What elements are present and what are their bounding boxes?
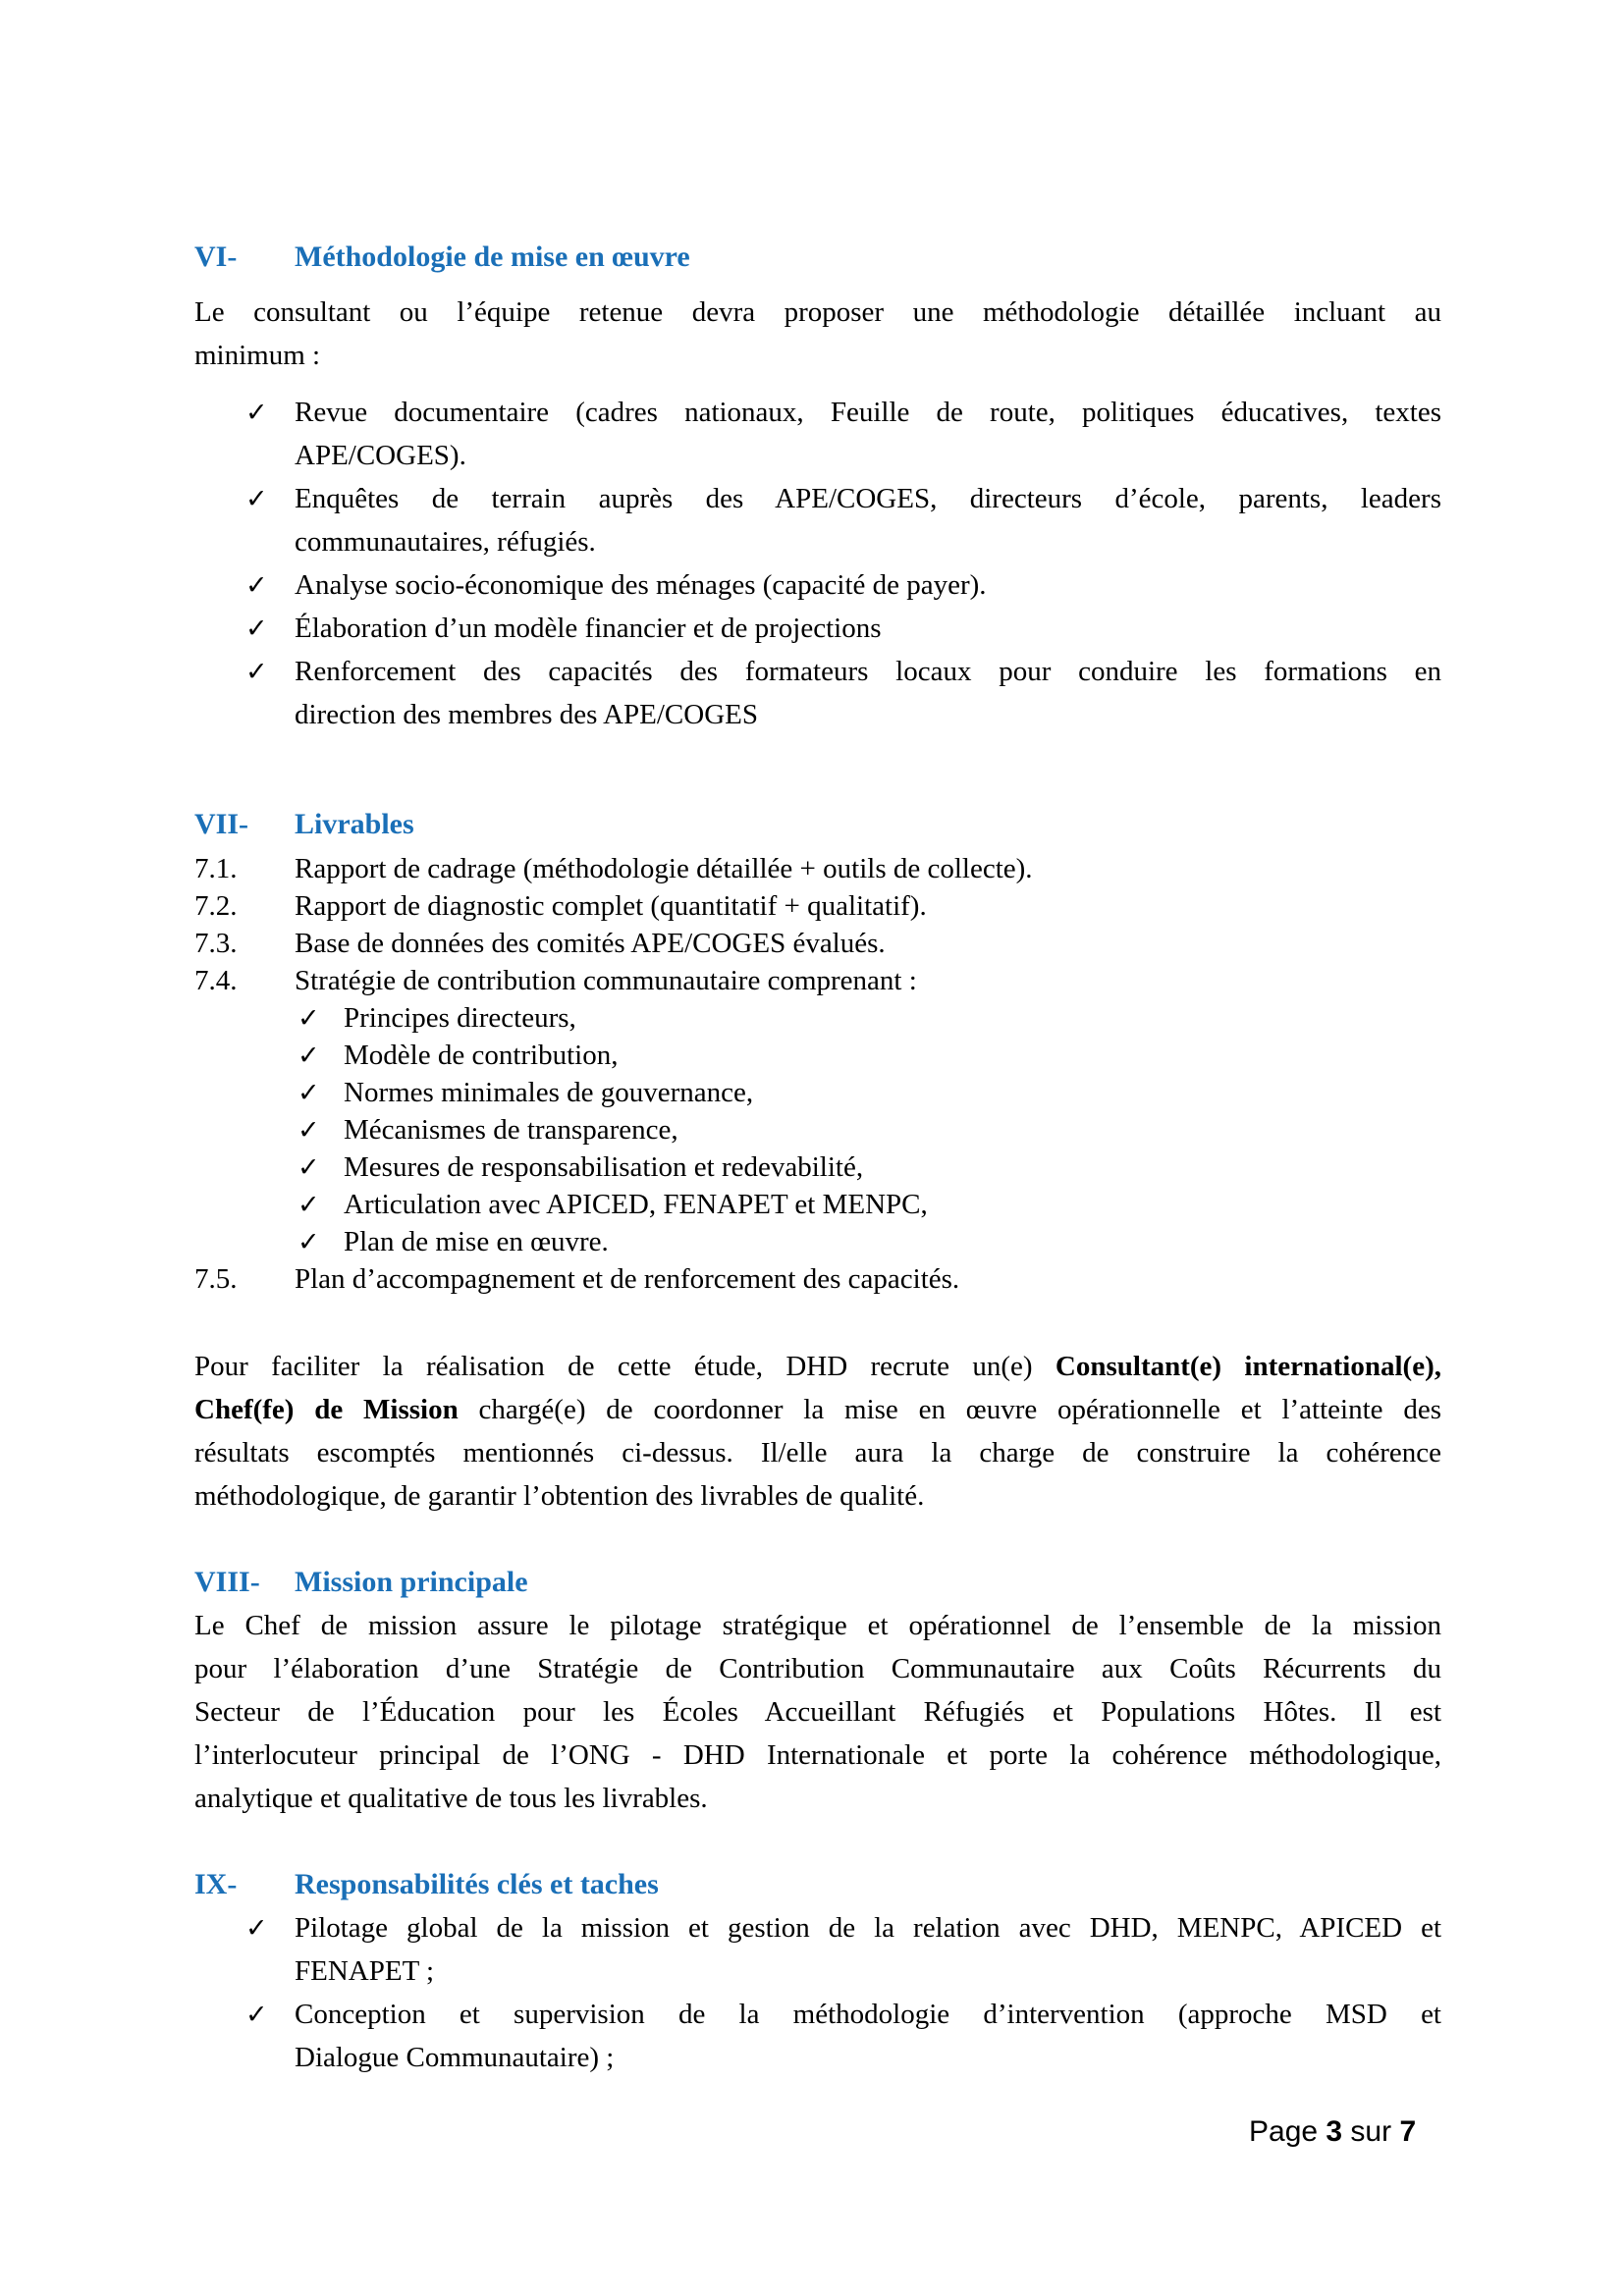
list-item: Renforcement des capacités des formateurs locaux pour conduire les formations en (295, 656, 1441, 687)
footer-prefix: Page (1249, 2115, 1326, 2148)
list-item: Élaboration d’un modèle financier et de projections (295, 613, 882, 644)
list-item-continuation: FENAPET ; (295, 1955, 435, 1987)
paragraph-line (194, 1345, 1441, 1388)
list-item: Mesures de responsabilisation et redevabilité, (344, 1151, 864, 1183)
section-heading-vii (0, 803, 1624, 846)
check-icon: ✓ (245, 614, 268, 643)
section-title: Livrables (295, 808, 414, 840)
list-item-continuation: Dialogue Communautaire) ; (295, 2042, 615, 2073)
check-icon: ✓ (245, 2000, 268, 2029)
current-page: 3 (1326, 2115, 1343, 2148)
section-title: Méthodologie de mise en œuvre (295, 240, 690, 273)
list-item: Pilotage global de la mission et gestion de la relation avec DHD, MENPC, APICED et (295, 1912, 1441, 1944)
section-number: IX- (194, 1868, 238, 1900)
check-icon: ✓ (298, 1041, 320, 1070)
deliverable-text: Stratégie de contribution communautaire comprenant : (295, 965, 917, 996)
bold-text-run: Chef(fe) de Mission (194, 1394, 459, 1425)
deliverable-text: Rapport de cadrage (méthodologie détaillée + outils de collecte). (295, 853, 1033, 884)
check-icon: ✓ (245, 1913, 268, 1943)
check-icon: ✓ (298, 1078, 320, 1107)
check-icon: ✓ (298, 1003, 320, 1033)
bold-text-run: Consultant(e) international(e), (1055, 1351, 1441, 1382)
list-item: Revue documentaire (cadres nationaux, Feuille de route, politiques éducatives, textes (295, 397, 1441, 428)
list-item: Conception et supervision de la méthodologie d’intervention (approche MSD et (295, 1999, 1441, 2030)
section-heading-vi (0, 236, 1624, 279)
paragraph-line (194, 1388, 1441, 1431)
intro-line: minimum : (194, 340, 321, 371)
check-icon: ✓ (298, 1115, 320, 1145)
list-item: Articulation avec APICED, FENAPET et MENPC, (344, 1189, 928, 1220)
paragraph-line: l’interlocuteur principal de l’ONG - DHD Internationale et porte la cohérence méthodologique, (194, 1739, 1441, 1771)
deliverable-number: 7.4. (194, 965, 238, 996)
section-heading-viii (0, 1561, 1624, 1604)
deliverable-number: 7.2. (194, 890, 238, 922)
list-item: Modèle de contribution, (344, 1040, 619, 1071)
check-icon: ✓ (245, 570, 268, 600)
deliverable-number: 7.1. (194, 853, 238, 884)
intro-line: Le consultant ou l’équipe retenue devra proposer une méthodologie détaillée incluant au (194, 296, 1441, 328)
list-item-continuation: APE/COGES). (295, 440, 466, 471)
paragraph-line: Le Chef de mission assure le pilotage stratégique et opérationnel de l’ensemble de la mission (194, 1610, 1441, 1641)
deliverable-number: 7.3. (194, 928, 238, 959)
list-item: Mécanismes de transparence, (344, 1114, 678, 1146)
check-icon: ✓ (298, 1227, 320, 1256)
total-pages: 7 (1399, 2115, 1417, 2148)
check-icon: ✓ (298, 1190, 320, 1219)
paragraph-line: pour l’élaboration d’une Stratégie de Contribution Communautaire aux Coûts Récurrents du (194, 1653, 1441, 1684)
list-item: Principes directeurs, (344, 1002, 576, 1034)
footer-middle: sur (1342, 2115, 1400, 2148)
paragraph-line: résultats escomptés mentionnés ci-dessus. Il/elle aura la charge de construire la cohérence (194, 1437, 1441, 1468)
section-number: VIII- (194, 1566, 260, 1598)
text-run: Pour faciliter la réalisation de cette étude, DHD recrute un(e) (194, 1351, 1056, 1382)
check-icon: ✓ (245, 484, 268, 513)
paragraph-line: Secteur de l’Éducation pour les Écoles Accueillant Réfugiés et Populations Hôtes. Il est (194, 1696, 1441, 1728)
list-item: Plan de mise en œuvre. (344, 1226, 609, 1257)
deliverable-number: 7.5. (194, 1263, 238, 1295)
list-item: Normes minimales de gouvernance, (344, 1077, 754, 1108)
deliverable-text: Plan d’accompagnement et de renforcement des capacités. (295, 1263, 960, 1295)
list-item-continuation: direction des membres des APE/COGES (295, 699, 759, 730)
deliverable-text: Base de données des comités APE/COGES évalués. (295, 928, 886, 959)
section-number: VI- (194, 240, 238, 273)
paragraph-line: méthodologique, de garantir l’obtention des livrables de qualité. (194, 1480, 925, 1512)
section-title: Mission principale (295, 1566, 528, 1598)
section-heading-ix (0, 1863, 1624, 1906)
list-item: Analyse socio-économique des ménages (capacité de payer). (295, 569, 987, 601)
page-number-footer (1249, 2110, 1416, 2154)
check-icon: ✓ (245, 657, 268, 686)
check-icon: ✓ (298, 1152, 320, 1182)
deliverable-text: Rapport de diagnostic complet (quantitatif + qualitatif). (295, 890, 927, 922)
section-number: VII- (194, 808, 249, 840)
check-icon: ✓ (245, 398, 268, 427)
list-item-continuation: communautaires, réfugiés. (295, 526, 596, 558)
section-title: Responsabilités clés et taches (295, 1868, 659, 1900)
list-item: Enquêtes de terrain auprès des APE/COGES, directeurs d’école, parents, leaders (295, 483, 1441, 514)
text-run: chargé(e) de coordonner la mise en œuvre opérationnelle et l’atteinte des (458, 1394, 1441, 1425)
paragraph-line: analytique et qualitative de tous les livrables. (194, 1783, 708, 1814)
